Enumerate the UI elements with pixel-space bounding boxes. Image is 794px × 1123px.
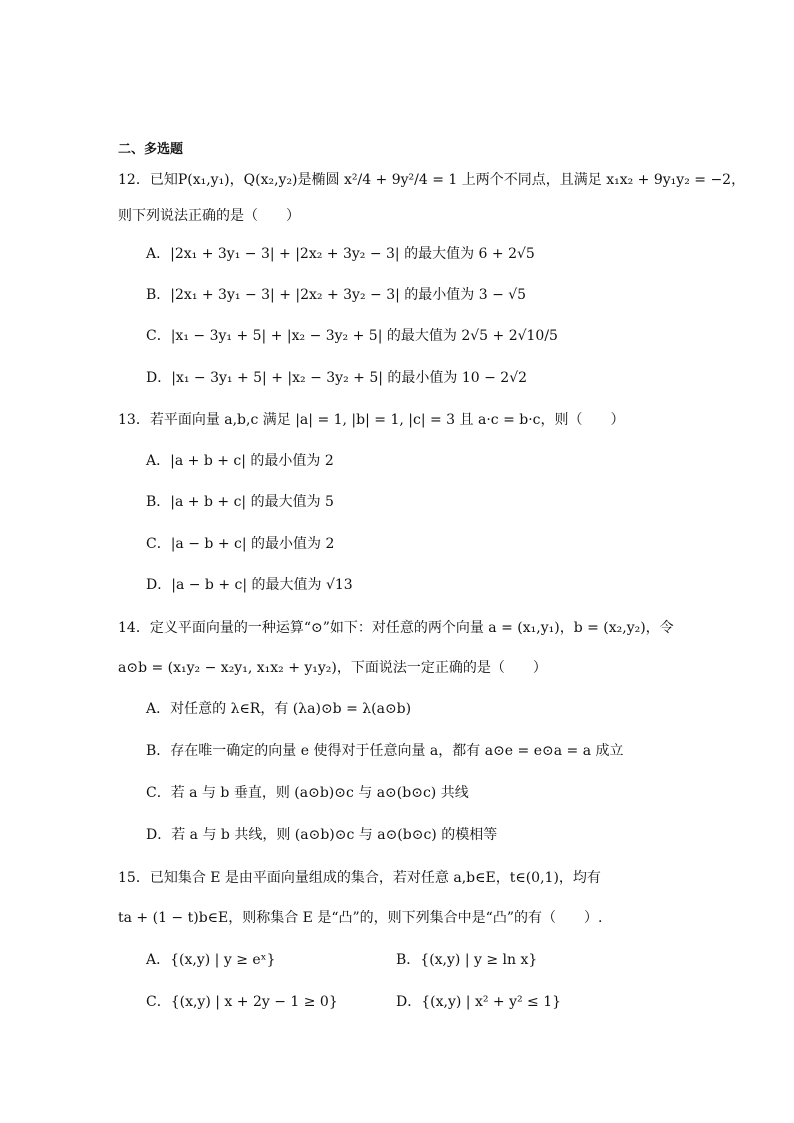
option-text: 若 a 与 b 垂直，则 (a⊙b)⊙c 与 a⊙(b⊙c) 共线 [170,785,469,801]
q14-option-a [146,699,411,719]
q12-option-c [146,326,558,346]
q15-option-a [146,950,276,970]
option-label: B． [396,952,421,968]
q14-stem-line-1: 14．定义平面向量的一种运算“⊙”如下：对任意的两个向量 a = (x₁,y₁)，b = (x₂,y₂)，令 [118,620,674,636]
q12-stem-line-1: 12．已知P(x₁,y₁)，Q(x₂,y₂)是椭圆 x²/4 + 9y²/4 = 1 上两个不同点，且满足 x₁x₂ + 9y₁y₂ = −2， [118,172,746,188]
option-text: |x₁ − 3y₁ + 5| + |x₂ − 3y₂ + 5| 的最大值为 2√5 + 2√10/5 [170,328,558,344]
option-text: |a − b + c| 的最大值为 √13 [171,577,353,593]
option-label: A． [146,701,171,717]
option-label: A． [146,246,171,262]
q14-option-b [146,741,624,761]
option-text: {(x,y) | y ≥ ln x} [420,952,538,968]
q12-option-a [146,244,535,264]
q14-option-d [146,825,497,845]
q12-option-b [146,285,526,305]
option-label: D． [146,827,172,843]
option-text: |x₁ − 3y₁ + 5| + |x₂ − 3y₂ + 5| 的最小值为 10 − 2√2 [171,370,528,386]
option-text: 存在唯一确定的向量 e 使得对于任意向量 a，都有 a⊙e = e⊙a = a 成立 [170,743,624,759]
q15-stem-line-2: ta + (1 − t)b∈E，则称集合 E 是“凸”的，则下列集合中是“凸”的有（ ）. [118,910,603,926]
option-text: 若 a 与 b 共线，则 (a⊙b)⊙c 与 a⊙(b⊙c) 的模相等 [171,827,498,843]
option-text: |2x₁ + 3y₁ − 3| + |2x₂ + 3y₂ − 3| 的最大值为 6 + 2√5 [170,246,535,262]
q13-stem-line-1: 13．若平面向量 a,b,c 满足 |a| = 1, |b| = 1, |c| = 3 且 a·c = b·c，则（ ） [118,412,625,428]
q13-option-b [146,492,334,512]
option-label: D． [396,994,422,1010]
q15-stem-line-1: 15．已知集合 E 是由平面向量组成的集合，若对任意 a,b∈E，t∈(0,1)，均有 [118,870,601,886]
option-label: A． [146,952,171,968]
option-label: B． [146,494,171,510]
q13-option-c [146,534,334,554]
option-label: C． [146,536,171,552]
q15-option-d [396,992,561,1012]
option-text: {(x,y) | x² + y² ≤ 1} [421,994,562,1010]
q12-stem-line-2: 则下列说法正确的是（ ） [118,208,300,224]
option-text: {(x,y) | x + 2y − 1 ≥ 0} [170,994,338,1010]
option-label: D． [146,370,172,386]
q15-option-c [146,992,338,1012]
option-text: |a − b + c| 的最小值为 2 [170,536,335,552]
option-text: |a + b + c| 的最大值为 5 [170,494,334,510]
q12-option-d [146,368,527,388]
q13-option-a [146,451,334,471]
option-label: C． [146,785,171,801]
option-text: |a + b + c| 的最小值为 2 [170,453,334,469]
option-label: B． [146,743,171,759]
section-title: 二、多选题 [118,142,184,157]
option-text: |2x₁ + 3y₁ − 3| + |2x₂ + 3y₂ − 3| 的最小值为 3 − √5 [170,287,527,303]
option-label: D． [146,577,172,593]
q14-option-c [146,783,469,803]
option-label: B． [146,287,171,303]
option-label: C． [146,994,171,1010]
q15-option-b [396,950,537,970]
q13-option-d [146,575,353,595]
option-label: C． [146,328,171,344]
option-label: A． [146,453,171,469]
q14-stem-line-2: a⊙b = (x₁y₂ − x₂y₁, x₁x₂ + y₁y₂)，下面说法一定正确的是（ ） [118,660,547,676]
option-text: 对任意的 λ∈R，有 (λa)⊙b = λ(a⊙b) [170,701,412,717]
option-text: {(x,y) | y ≥ eˣ} [170,952,276,968]
